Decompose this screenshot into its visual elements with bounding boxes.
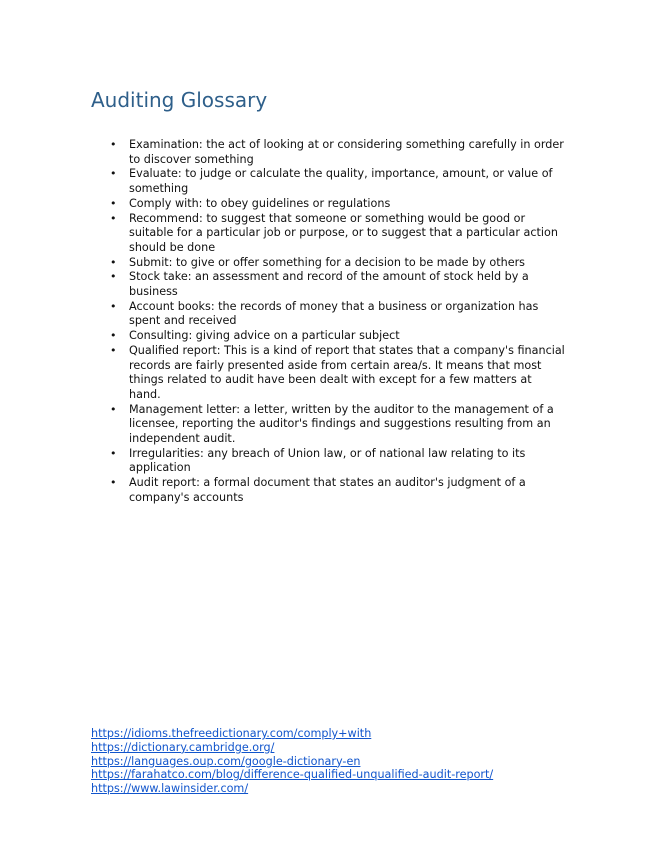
bullet-icon: • <box>110 402 117 416</box>
bullet-icon: • <box>110 299 117 313</box>
glossary-item <box>110 256 565 271</box>
reference-link[interactable]: https://farahatco.com/blog/difference-qualified-unqualified-audit-report/ <box>91 768 494 782</box>
bullet-icon: • <box>110 196 117 210</box>
bullet-icon: • <box>110 446 117 460</box>
bullet-icon: • <box>110 167 117 181</box>
glossary-item-text: Management letter: a letter, written by the auditor to the management of a licensee, reporting the auditor's findings and suggestions resulting from an independent audit. <box>129 402 554 446</box>
bullet-icon: • <box>110 270 117 284</box>
document-title: Auditing Glossary <box>91 88 268 112</box>
glossary-item-text: Audit report: a formal document that states an auditor's judgment of a company's accounts <box>129 476 526 504</box>
glossary-item-text: Examination: the act of looking at or considering something carefully in order to discover something <box>129 138 564 166</box>
glossary-item-text: Submit: to give or offer something for a decision to be made by others <box>129 255 526 269</box>
reference-link[interactable]: https://www.lawinsider.com/ <box>91 782 249 796</box>
bullet-icon: • <box>110 255 117 269</box>
glossary-item <box>110 476 565 505</box>
bullet-icon: • <box>110 476 117 490</box>
glossary-item-text: Comply with: to obey guidelines or regulations <box>129 196 391 210</box>
glossary-item-text: Account books: the records of money that a business or organization has spent and received <box>129 299 539 328</box>
reference-link[interactable]: https://dictionary.cambridge.org/ <box>91 740 275 754</box>
bullet-icon: • <box>110 138 117 151</box>
glossary-item-text: Irregularities: any breach of Union law, or of national law relating to its application <box>129 446 526 475</box>
glossary-item <box>110 197 565 212</box>
glossary-item-text: Qualified report: This is a kind of report that states that a company's financial records are fairly presented aside from certain area/s. It means that most things related to audit have been dealt with except for a few matters at hand. <box>129 343 565 401</box>
glossary-item <box>110 212 565 256</box>
reference-link[interactable]: https://idioms.thefreedictionary.com/comply+with <box>91 727 372 740</box>
glossary-item-text: Recommend: to suggest that someone or something would be good or suitable for a particular job or purpose, or to suggest that a particular action should be done <box>129 211 558 254</box>
bullet-icon: • <box>110 343 117 357</box>
glossary-item <box>110 329 565 344</box>
glossary-item-text: Consulting: giving advice on a particular subject <box>129 329 400 343</box>
glossary-item <box>110 138 565 167</box>
glossary-item-text: Evaluate: to judge or calculate the quality, importance, amount, or value of something <box>129 167 553 196</box>
references-list <box>91 727 611 796</box>
glossary-list <box>110 138 565 506</box>
glossary-item <box>110 344 565 403</box>
glossary-item <box>110 447 565 476</box>
bullet-icon: • <box>110 211 117 225</box>
glossary-item <box>110 270 565 299</box>
glossary-item-text: Stock take: an assessment and record of the amount of stock held by a business <box>129 270 529 299</box>
reference-link[interactable]: https://languages.oup.com/google-dictionary-en <box>91 754 361 768</box>
glossary-item <box>110 403 565 447</box>
glossary-item <box>110 300 565 329</box>
bullet-icon: • <box>110 329 117 343</box>
glossary-item <box>110 167 565 196</box>
